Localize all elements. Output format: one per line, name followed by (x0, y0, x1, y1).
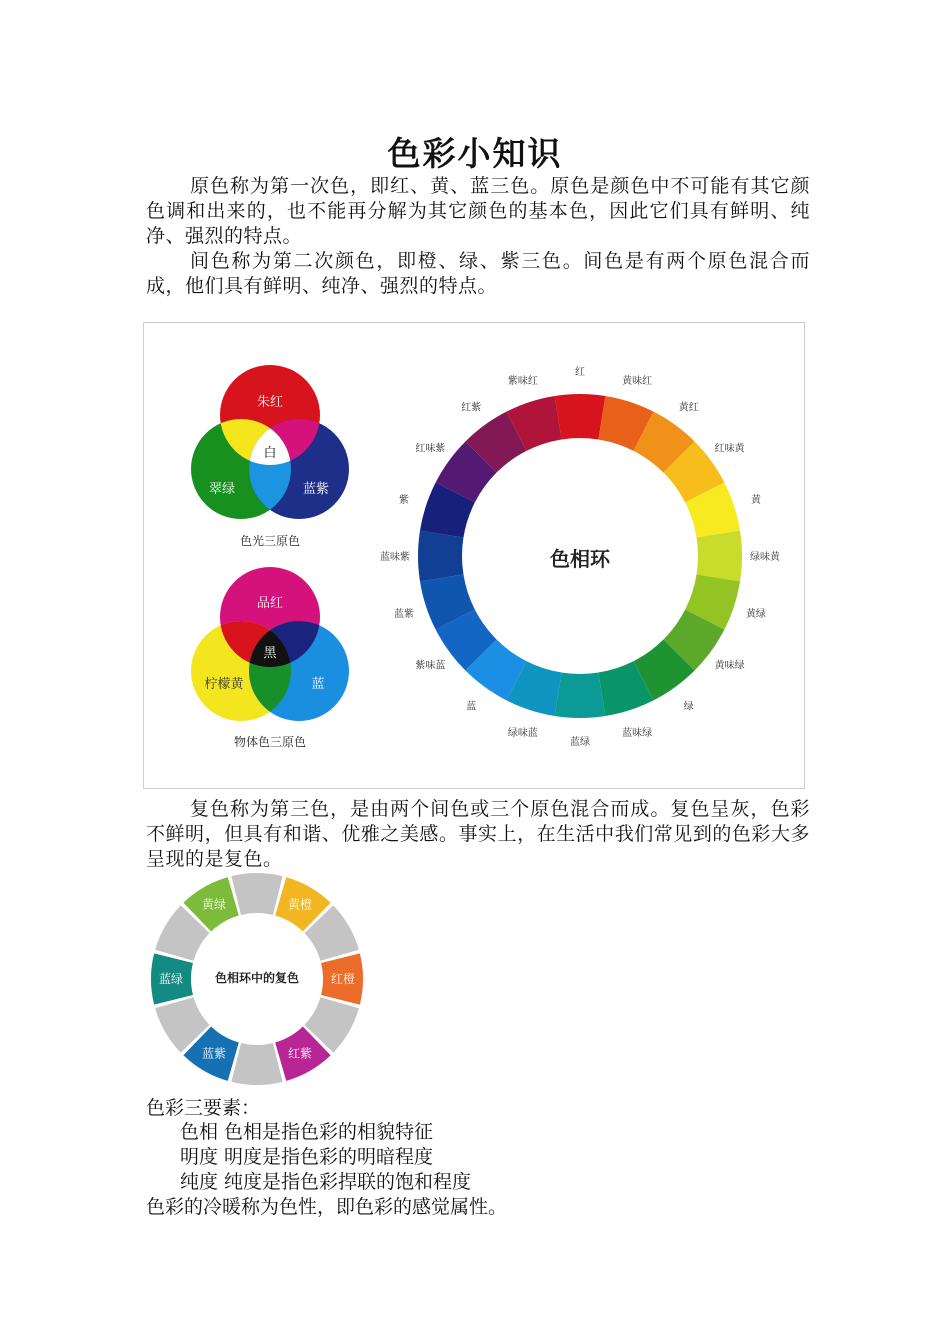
elements-heading: 色彩三要素： (146, 1097, 261, 1119)
element-item-value: 明度 明度是指色彩的明暗程度 (180, 1146, 434, 1168)
hue-segment (418, 531, 463, 582)
tertiary-segment-label: 红紫 (287, 1046, 313, 1061)
element-item-saturation: 纯度 纯度是指色彩捍联的饱和程度 (180, 1171, 472, 1193)
hue-segment-label: 黄味红 (622, 376, 653, 388)
paragraph-primary-colors: 原色称为第一次色，即红、黄、蓝三色。原色是颜色中不可能有其它颜色调和出来的，也不能再分解为其它颜色的基本色，因此它们具有鲜明、纯净、强烈的特点。 (146, 175, 810, 247)
object-primaries-caption: 物体色三原色 (233, 735, 307, 749)
object-primaries-venn (191, 567, 349, 749)
hue-segment-label: 紫 (399, 494, 410, 506)
hue-segment-label: 绿 (683, 701, 694, 713)
tertiary-segment-label: 蓝绿 (158, 972, 184, 986)
light-right-label: 蓝紫 (302, 482, 330, 497)
object-right-label: 蓝 (311, 677, 325, 692)
tertiary-color-figure (146, 868, 368, 1090)
object-top-label: 品红 (256, 596, 284, 611)
hue-segment-label: 蓝 (466, 701, 477, 713)
tertiary-gray-segment (231, 1043, 282, 1085)
hue-segment (555, 394, 606, 439)
light-center-label: 白 (263, 446, 277, 461)
hue-segment (555, 673, 606, 718)
light-top-label: 朱红 (256, 395, 284, 410)
tertiary-gray-segment (231, 873, 282, 915)
tertiary-segment-label: 黄绿 (201, 897, 227, 912)
hue-segment-label: 红 (575, 367, 585, 378)
hue-ring-center-label: 色相环 (550, 547, 610, 571)
color-theory-svg (144, 323, 804, 788)
hue-segment-label: 蓝味绿 (622, 727, 653, 739)
hue-segment-label: 黄绿 (745, 609, 766, 621)
color-theory-figure (143, 322, 805, 789)
hue-segment-label: 紫味蓝 (415, 660, 446, 672)
hue-segment-label: 红味紫 (415, 443, 446, 455)
hue-segment-label: 红味黄 (714, 443, 745, 455)
tertiary-ring-svg (146, 868, 368, 1090)
hue-segment-label: 蓝绿 (570, 737, 590, 748)
tertiary-ring-center-label: 色相环中的复色 (214, 971, 300, 985)
object-center-label: 黑 (263, 646, 277, 661)
tertiary-segment-label: 黄橙 (287, 897, 313, 912)
hue-segment-label: 蓝紫 (394, 609, 415, 621)
paragraph-tertiary-colors: 复色称为第三色，是由两个间色或三个原色混合而成。复色呈灰，色彩不鲜明，但具有和谐、优雅之美感。事实上，在生活中我们常见到的色彩大多呈现的是复色。 (146, 798, 810, 870)
element-item-hue: 色相 色相是指色彩的相貌特征 (180, 1121, 434, 1143)
object-left-label: 柠檬黄 (204, 677, 244, 692)
hue-segment-label: 绿味蓝 (507, 727, 538, 739)
light-left-label: 翠绿 (208, 482, 236, 497)
hue-segment-label: 黄味绿 (714, 660, 745, 672)
paragraph-secondary-colors: 间色称为第二次颜色，即橙、绿、紫三色。间色是有两个原色混合而成，他们具有鲜明、纯净、强烈的特点。 (146, 250, 810, 297)
tertiary-segment-label: 红橙 (330, 972, 356, 986)
closing-sentence: 色彩的冷暖称为色性，即色彩的感觉属性。 (146, 1196, 508, 1218)
hue-segment (697, 531, 742, 582)
light-primaries-venn (191, 365, 349, 548)
hue-segment-label: 绿味黄 (750, 552, 780, 563)
hue-segment-label: 蓝味紫 (380, 552, 410, 563)
page-title: 色彩小知识 (387, 134, 563, 173)
hue-segment-label: 黄 (750, 494, 761, 506)
hue-segment-label: 黄红 (678, 402, 699, 414)
tertiary-segment-label: 蓝紫 (201, 1046, 227, 1061)
light-primaries-caption: 色光三原色 (239, 534, 301, 548)
hue-segment-label: 红紫 (461, 402, 482, 414)
hue-segment-label: 紫味红 (507, 376, 538, 388)
